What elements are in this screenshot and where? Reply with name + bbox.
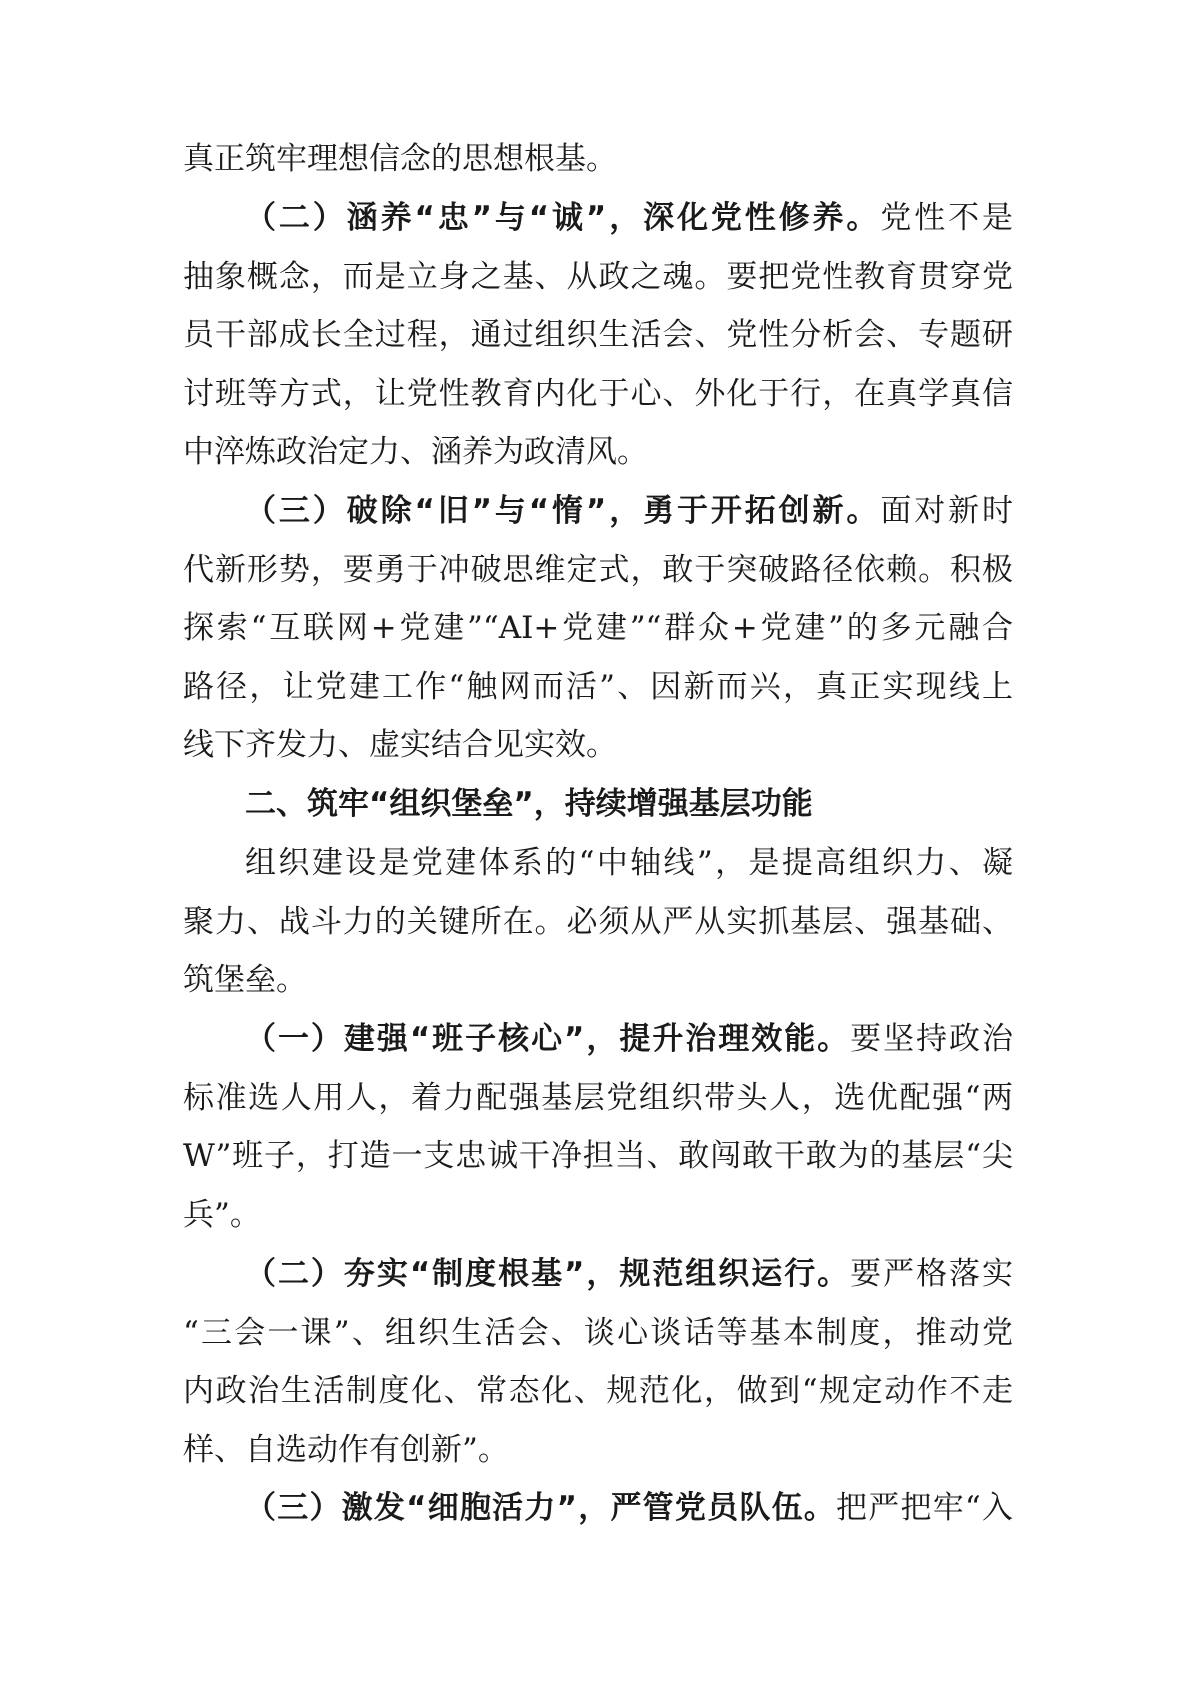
text-line: 讨班等方式，让党性教育内化于心、外化于行，在真学真信 [183, 375, 1013, 412]
text-line: 中淬炼政治定力、涵养为政清风。 [183, 434, 648, 471]
paragraph-lead-rest: 要严格落实 [850, 1256, 1013, 1292]
text-line: 真正筑牢理想信念的思想根基。 [183, 141, 617, 177]
text-line: 组织建设是党建体系的“中轴线”，是提高组织力、凝 [245, 845, 1013, 881]
paragraph-lead: （一）建强“班子核心”，提升治理效能。 [245, 1021, 851, 1057]
paragraph-lead: （三）破除“旧”与“惰”，勇于开拓创新。 [245, 493, 881, 529]
text-line: 筑堡垒。 [183, 962, 307, 999]
paragraph-innovation [183, 482, 1013, 775]
paragraph-lead-rest: 面对新时 [880, 493, 1013, 529]
text-line: 路径，让党建工作“触网而活”、因新而兴，真正实现线上 [183, 668, 1013, 705]
text-line [183, 1010, 1013, 1069]
text-line [183, 482, 1013, 541]
text-line: 探索“互联网+党建”“AI+党建”“群众+党建”的多元融合 [183, 610, 1013, 647]
text-line [183, 189, 1013, 248]
text-line: 标准选人用人，着力配强基层党组织带头人，选优配强“两 [183, 1079, 1013, 1116]
text-line: 员干部成长全过程，通过组织生活会、党性分析会、专题研 [183, 317, 1013, 354]
text-line: “三会一课”、组织生活会、谈心谈话等基本制度，推动党 [183, 1314, 1013, 1351]
text-line: 线下齐发力、虚实结合见实效。 [183, 727, 617, 764]
paragraph-continuation [183, 130, 1013, 189]
text-line: W”班子，打造一支忠诚干净担当、敢闯敢干敢为的基层“尖 [183, 1138, 1013, 1175]
text-line: 聚力、战斗力的关键所在。必须从严从实抓基层、强基础、 [183, 903, 1013, 940]
section-heading [183, 775, 1013, 834]
paragraph-lead: （二）涵养“忠”与“诚”，深化党性修养。 [245, 200, 881, 236]
paragraph-lead-rest: 把严把牢“入 [836, 1490, 1013, 1526]
text-line: 样、自选动作有创新”。 [183, 1431, 509, 1468]
paragraph-team-core [183, 1010, 1013, 1244]
text-line: 内政治生活制度化、常态化、规范化，做到“规定动作不走 [183, 1373, 1013, 1410]
text-line: 代新形势，要勇于冲破思维定式，敢于突破路径依赖。积极 [183, 551, 1013, 588]
section-heading-text: 二、筑牢“组织堡垒”，持续增强基层功能 [245, 786, 813, 822]
paragraph-lead-rest: 党性不是 [880, 200, 1013, 236]
paragraph-lead: （二）夯实“制度根基”，规范组织运行。 [245, 1256, 851, 1292]
text-line: 兵”。 [183, 1196, 261, 1233]
paragraph-cultivate-party-spirit [183, 189, 1013, 482]
paragraph-cell-vitality [183, 1479, 1013, 1538]
paragraph-lead: （三）激发“细胞活力”，严管党员队伍。 [245, 1490, 837, 1526]
text-line [183, 1479, 1013, 1538]
paragraph-lead-rest: 要坚持政治 [850, 1021, 1013, 1057]
text-line [183, 1245, 1013, 1304]
text-line: 抽象概念，而是立身之基、从政之魂。要把党性教育贯穿党 [183, 258, 1013, 295]
paragraph-organization [183, 834, 1013, 1010]
paragraph-system-foundation [183, 1245, 1013, 1479]
